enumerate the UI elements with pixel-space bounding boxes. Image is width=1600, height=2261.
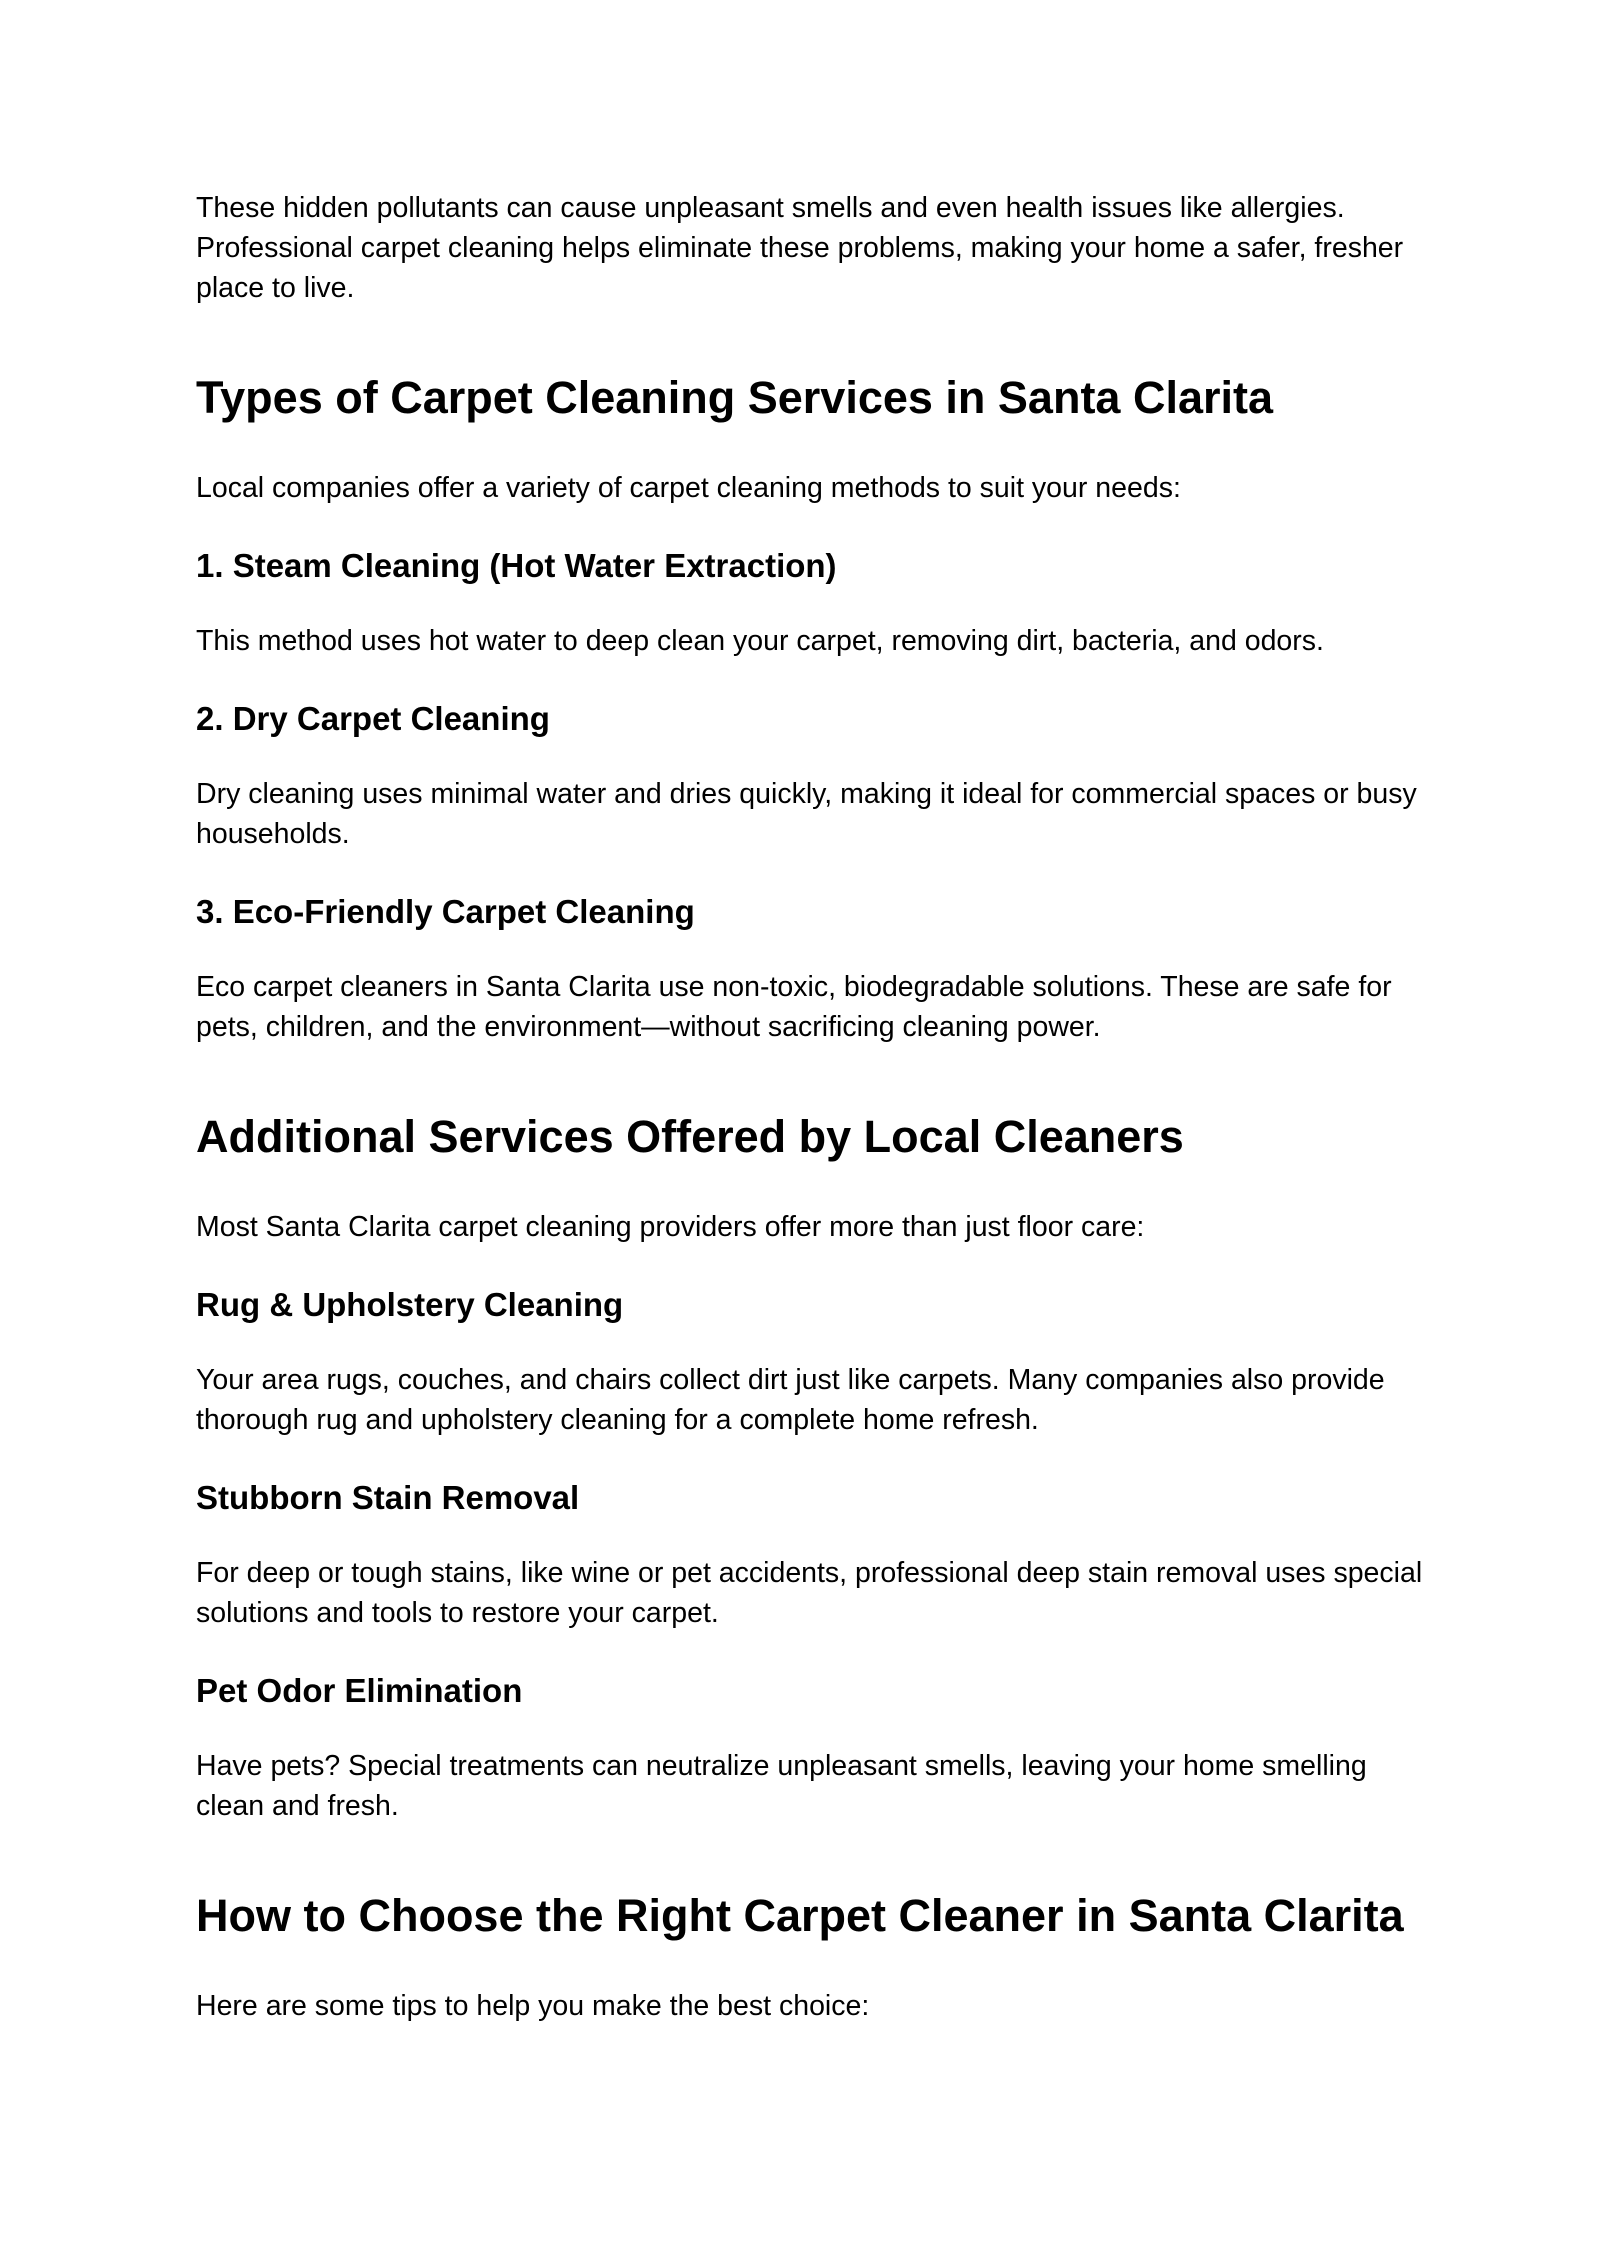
steam-cleaning-paragraph: This method uses hot water to deep clean your carpet, removing dirt, bacteria, and odors. bbox=[196, 625, 1324, 657]
steam-cleaning-heading: 1. Steam Cleaning (Hot Water Extraction) bbox=[196, 547, 837, 584]
additional-services-intro-paragraph: Most Santa Clarita carpet cleaning providers offer more than just floor care: bbox=[196, 1211, 1145, 1243]
additional-services-heading: Additional Services Offered by Local Cleaners bbox=[196, 1111, 1184, 1162]
rug-upholstery-heading: Rug & Upholstery Cleaning bbox=[196, 1286, 624, 1323]
types-intro-paragraph: Local companies offer a variety of carpet cleaning methods to suit your needs: bbox=[196, 472, 1181, 504]
document-page bbox=[196, 188, 1426, 2026]
choose-cleaner-heading: How to Choose the Right Carpet Cleaner in Santa Clarita bbox=[196, 1890, 1404, 1941]
rug-upholstery-paragraph: Your area rugs, couches, and chairs collect dirt just like carpets. Many companies also provide thorough rug and upholstery cleaning for a complete home refresh. bbox=[196, 1364, 1385, 1436]
pet-odor-heading: Pet Odor Elimination bbox=[196, 1672, 523, 1709]
eco-cleaning-heading: 3. Eco-Friendly Carpet Cleaning bbox=[196, 893, 695, 930]
choose-cleaner-intro-paragraph: Here are some tips to help you make the best choice: bbox=[196, 1990, 870, 2022]
eco-cleaning-paragraph: Eco carpet cleaners in Santa Clarita use non-toxic, biodegradable solutions. These are safe for pets, children, and the environment—without sacrificing cleaning power. bbox=[196, 971, 1392, 1043]
stain-removal-heading: Stubborn Stain Removal bbox=[196, 1479, 580, 1516]
stain-removal-paragraph: For deep or tough stains, like wine or pet accidents, professional deep stain removal uses special solutions and tools to restore your carpet. bbox=[196, 1557, 1423, 1629]
types-heading: Types of Carpet Cleaning Services in Santa Clarita bbox=[196, 372, 1274, 423]
intro-paragraph: These hidden pollutants can cause unpleasant smells and even health issues like allergies. Professional carpet cleaning helps eliminate these problems, making your home a safer, fresher place to live. bbox=[196, 192, 1404, 304]
dry-cleaning-paragraph: Dry cleaning uses minimal water and dries quickly, making it ideal for commercial spaces or busy households. bbox=[196, 778, 1417, 850]
pet-odor-paragraph: Have pets? Special treatments can neutralize unpleasant smells, leaving your home smelling clean and fresh. bbox=[196, 1750, 1367, 1822]
dry-cleaning-heading: 2. Dry Carpet Cleaning bbox=[196, 700, 550, 737]
